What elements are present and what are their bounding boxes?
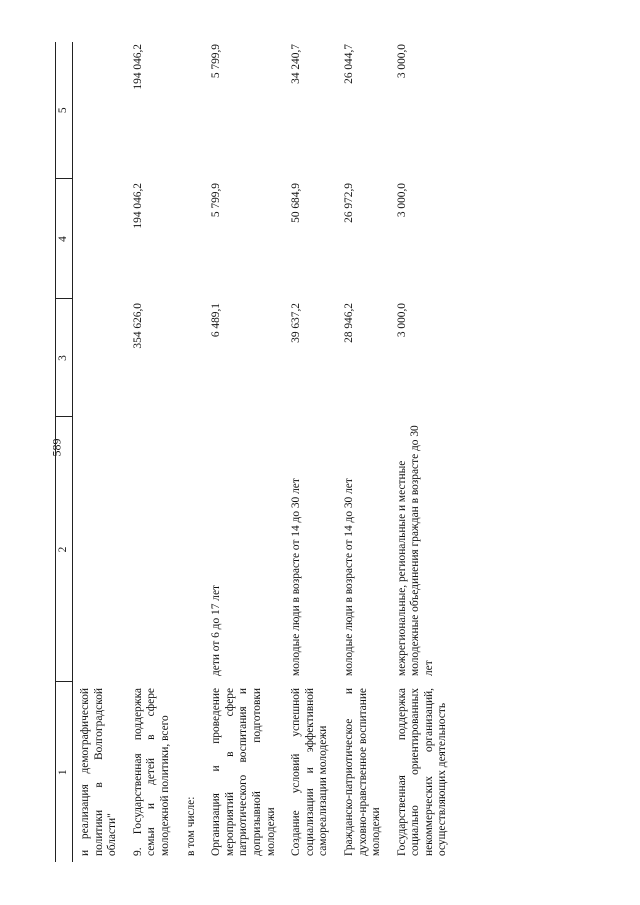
row-target [126, 417, 179, 682]
table-row [284, 42, 337, 862]
row-value-4: 194 046,2 [131, 183, 144, 229]
table-header-row [56, 42, 73, 862]
column-header-2: 2 [56, 417, 73, 682]
column-header-4: 4 [56, 179, 73, 299]
row-value-4: 50 684,9 [290, 183, 303, 223]
row-name: 9. Государственная поддержка семьи и детей в сфере молодежной политики, всего [131, 688, 171, 856]
row-value-3: 28 946,2 [342, 303, 355, 343]
row-target: дети от 6 до 17 лет [210, 585, 223, 676]
table-row [337, 42, 390, 862]
row-value-5: 194 046,2 [131, 44, 144, 90]
table-row [179, 42, 205, 862]
row-value-5: 34 240,7 [290, 44, 303, 84]
table-row [73, 42, 126, 862]
row-value-5: 3 000,0 [395, 44, 408, 79]
row-value-4: 26 972,9 [342, 183, 355, 223]
table-row [390, 42, 456, 862]
row-value-5: 26 044,7 [342, 44, 355, 84]
row-value-4 [73, 179, 126, 299]
row-name: Государственная поддержка социально ориентированных некоммерческих организаций, осуществляющих деятельность [395, 688, 449, 856]
row-value-5 [73, 42, 126, 179]
row-value-5: 5 799,9 [210, 44, 223, 79]
column-header-5: 5 [56, 42, 73, 179]
row-target [179, 417, 205, 682]
column-header-1: 1 [56, 682, 73, 862]
row-name: Организация и проведение мероприятий в сфере патриотического воспитания и допризывной подготовки молодежи [210, 688, 277, 856]
column-header-3: 3 [56, 299, 73, 417]
row-target: молодые люди в возрасте от 14 до 30 лет [342, 478, 355, 676]
row-name: и реализация демографической политики в Волгоградской области" [79, 688, 119, 856]
row-value-4: 5 799,9 [210, 183, 223, 218]
row-target: молодые люди в возрасте от 14 до 30 лет [290, 478, 303, 676]
row-value-3: 6 489,1 [210, 303, 223, 338]
row-value-3 [179, 299, 205, 417]
row-value-4: 3 000,0 [395, 183, 408, 218]
row-value-3: 354 626,0 [131, 303, 144, 349]
table-row [126, 42, 179, 862]
rotated-table-wrapper [55, 42, 585, 862]
row-name: Создание условий успешной социализации и эффективной самореализации молодежи [290, 688, 330, 856]
table-row [204, 42, 284, 862]
row-value-3: 3 000,0 [395, 303, 408, 338]
row-name: Гражданско-патриотическое и духовно-нравственное воспитание молодежи [342, 688, 383, 856]
row-value-4 [179, 179, 205, 299]
page-number: 589 [49, 438, 64, 457]
budget-table [55, 42, 456, 862]
row-target: межрегиональные, региональные и местные молодежные объединения граждан в возрасте до 30 лет [395, 425, 435, 676]
row-target [73, 417, 126, 682]
row-value-3: 39 637,2 [290, 303, 303, 343]
row-value-5 [179, 42, 205, 179]
row-name: в том числе: [184, 796, 197, 856]
row-value-3 [73, 299, 126, 417]
